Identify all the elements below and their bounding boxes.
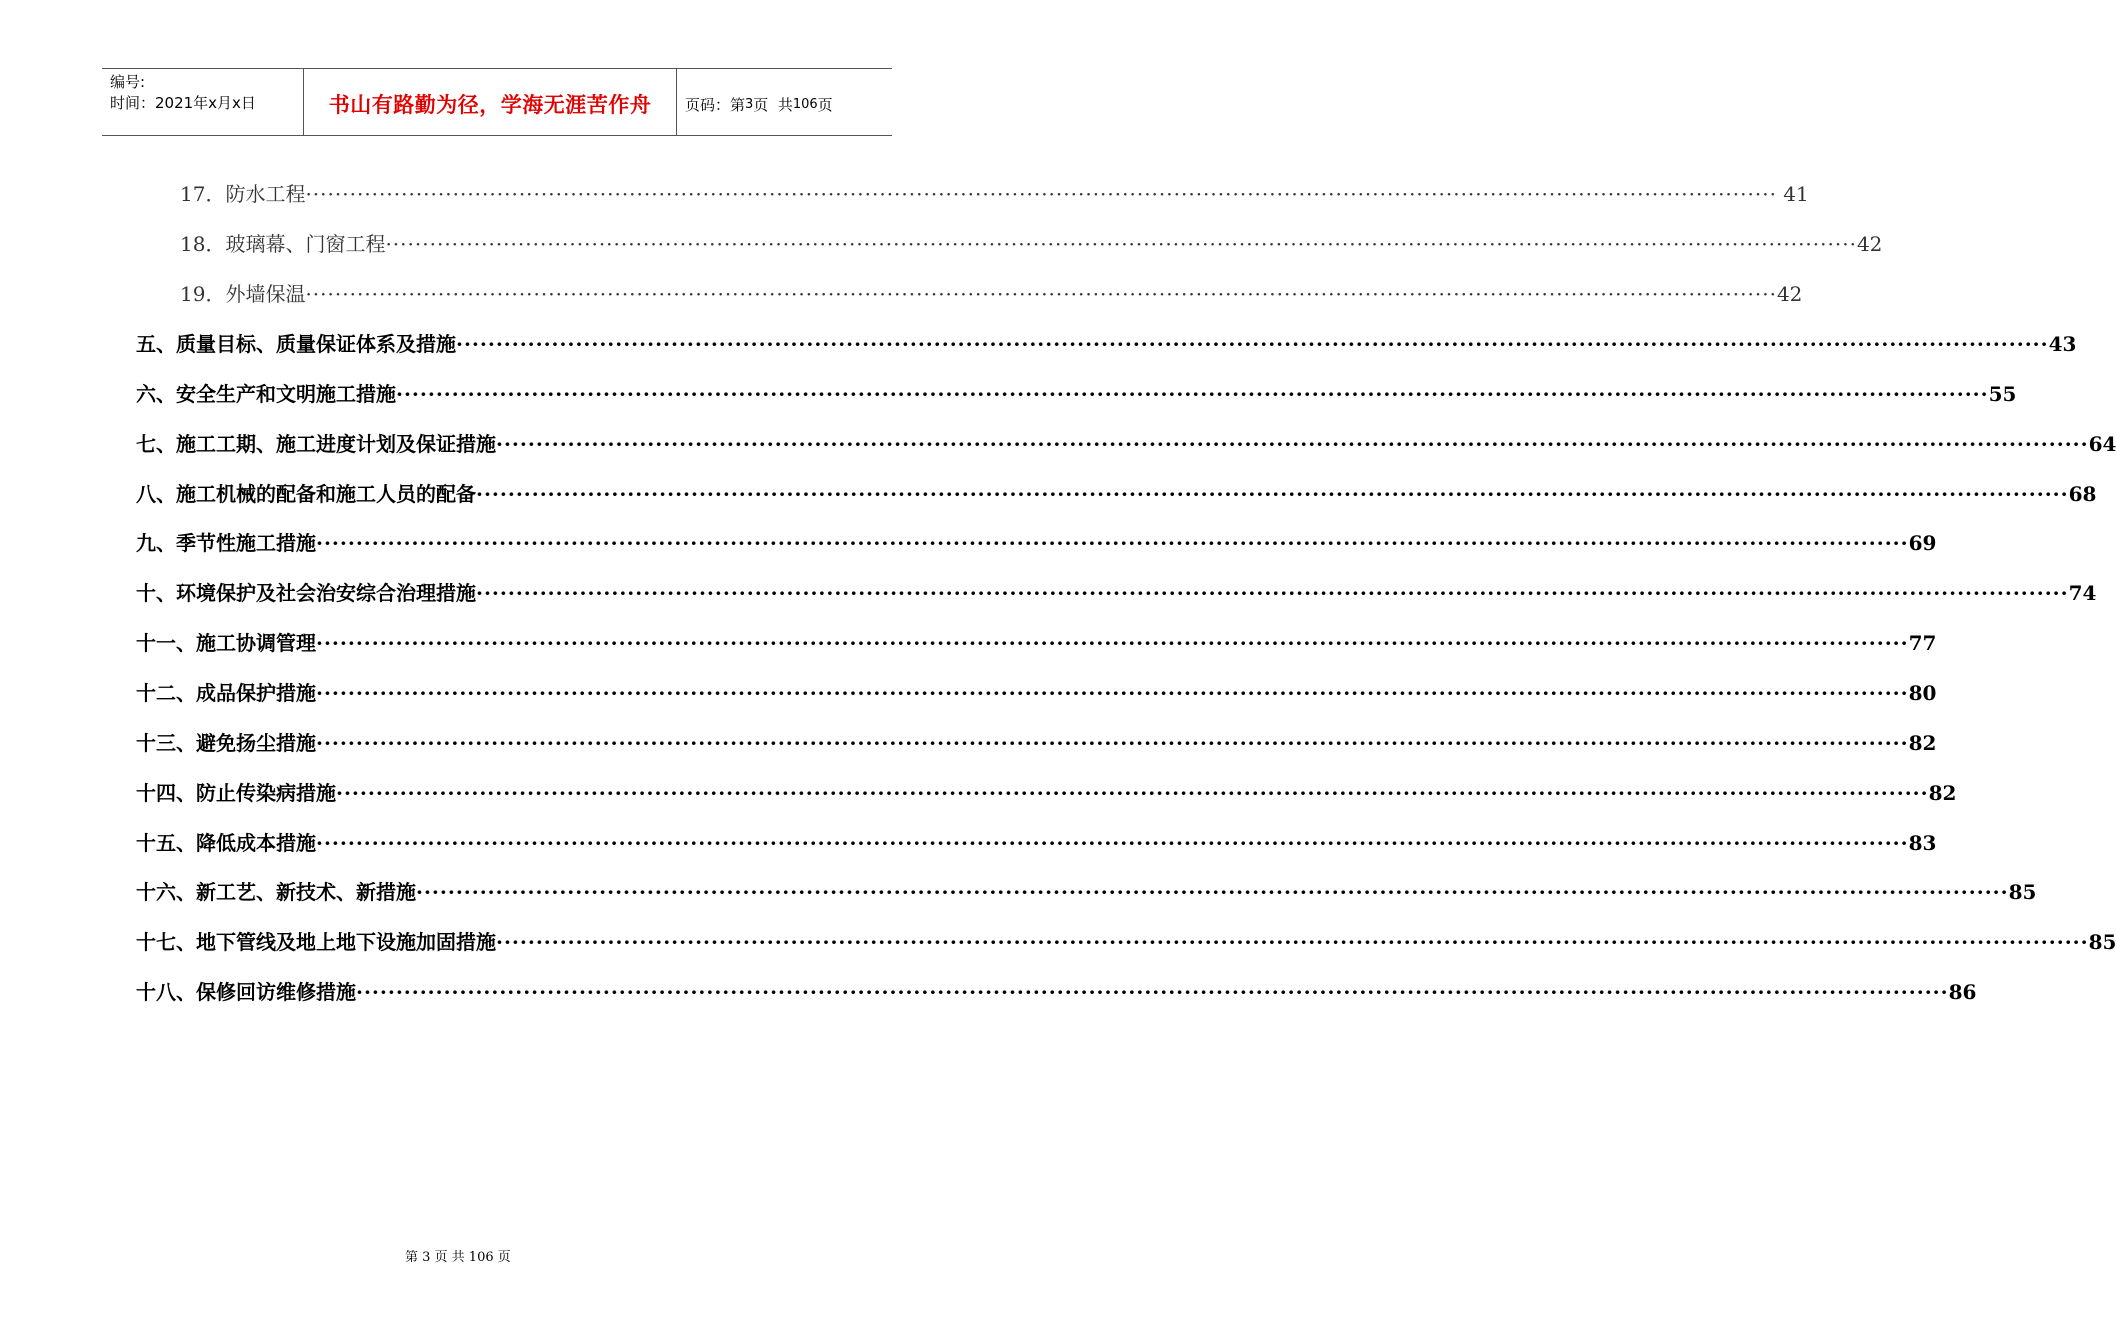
page-footer: 第 3 页 共 106 页 (405, 1250, 511, 1265)
toc-leader-dots: ········································································································································································································ (476, 481, 2069, 506)
page-header (102, 68, 892, 136)
toc-main-item[interactable] (136, 976, 1977, 1006)
toc-item-title: 十四、防止传染病措施 (136, 780, 336, 805)
toc-item-page: 43 (2048, 332, 2077, 356)
toc-leader-dots: ········································································································································································································ (316, 531, 1909, 556)
toc-item-page: 64 (2088, 431, 2116, 456)
toc-leader-dots: ········································································································································································································ (496, 930, 2089, 955)
toc-sub-item[interactable] (180, 278, 1803, 308)
toc-item-page: 41 (1776, 182, 1809, 206)
toc-main-item[interactable] (136, 827, 1937, 857)
toc-item-title: 九、季节性施工措施 (136, 531, 316, 556)
toc-item-title: 十三、避免扬尘措施 (136, 730, 316, 755)
toc-item-title: 五、质量目标、质量保证体系及措施 (136, 332, 456, 356)
toc-main-item[interactable] (136, 478, 2097, 508)
toc-item-title: 十五、降低成本措施 (136, 830, 316, 855)
toc-item-page: 82 (1908, 730, 1937, 755)
toc-item-page: 83 (1908, 830, 1937, 855)
toc-main-item[interactable] (136, 378, 2017, 408)
toc-item-page: 69 (1908, 531, 1937, 556)
toc-item-title: 十六、新工艺、新技术、新措施 (136, 880, 416, 905)
toc-item-title: 六、安全生产和文明施工措施 (136, 381, 396, 406)
header-page-info (677, 69, 892, 135)
toc-item-page: 86 (1948, 980, 1977, 1005)
toc-item-page: 55 (1988, 381, 2017, 406)
toc-item-page: 68 (2068, 481, 2097, 506)
toc-item-page: 42 (1856, 232, 1883, 256)
toc-item-page: 85 (2008, 880, 2037, 905)
toc-main-item[interactable] (136, 876, 2037, 906)
toc-item-title: 十二、成品保护措施 (136, 680, 316, 705)
toc-main-item[interactable] (136, 926, 2116, 956)
header-meta (102, 69, 304, 135)
toc-leader-dots: ········································································································································································································ (356, 980, 1949, 1005)
toc-leader-dots: ········································································································································································································ (305, 182, 1777, 206)
toc-main-item[interactable] (136, 777, 1957, 807)
toc-main-item[interactable] (136, 527, 1937, 557)
toc-item-title: 19．外墙保温 (180, 282, 306, 306)
toc-leader-dots: ········································································································································································································ (316, 830, 1909, 855)
toc-item-title: 十八、保修回访维修措施 (136, 980, 356, 1005)
toc-leader-dots: ········································································································································································································ (336, 780, 1929, 805)
header-slogan-cell (304, 69, 677, 135)
toc-item-title: 18．玻璃幕、门窗工程 (180, 232, 386, 256)
header-slogan: 书山有路勤为径，学海无涯苦作舟 (328, 93, 652, 117)
page-label-mid: 页 共 (753, 95, 793, 114)
toc-main-item[interactable] (136, 727, 1937, 757)
toc-item-page: 42 (1776, 282, 1803, 306)
toc-leader-dots: ········································································································································································································ (385, 232, 1857, 256)
toc-leader-dots: ········································································································································································································ (316, 631, 1909, 656)
toc-item-title: 十七、地下管线及地上地下设施加固措施 (136, 930, 496, 955)
toc-item-page: 82 (1928, 780, 1957, 805)
toc-leader-dots: ········································································································································································································ (456, 332, 2049, 356)
toc-item-title: 十一、施工协调管理 (136, 631, 316, 656)
toc-main-item[interactable] (136, 627, 1937, 657)
toc-main-item[interactable] (136, 328, 2077, 358)
toc-item-page: 80 (1908, 680, 1937, 705)
toc-item-title: 十、环境保护及社会治安综合治理措施 (136, 581, 476, 606)
page-label-pre: 页码：第 (685, 95, 746, 114)
toc-leader-dots: ········································································································································································································ (316, 680, 1909, 705)
toc-item-title: 17．防水工程 (180, 182, 306, 206)
toc-main-item[interactable] (136, 428, 2116, 458)
toc-main-item[interactable] (136, 577, 2097, 607)
toc-main-item[interactable] (136, 677, 1937, 707)
toc-leader-dots: ········································································································································································································ (396, 381, 1989, 406)
toc-leader-dots: ········································································································································································································ (496, 431, 2089, 456)
page-total: 106 (792, 96, 818, 112)
toc-leader-dots: ········································································································································································································ (305, 282, 1777, 306)
toc-sub-item[interactable] (180, 178, 1809, 208)
toc-item-page: 74 (2068, 581, 2097, 606)
page-label-post: 页 (817, 95, 833, 114)
toc-item-page: 85 (2088, 930, 2116, 955)
toc-leader-dots: ········································································································································································································ (316, 730, 1909, 755)
page-current: 3 (745, 96, 754, 112)
toc-leader-dots: ········································································································································································································ (416, 880, 2009, 905)
document-number-label: 编号: (110, 73, 146, 91)
toc-item-title: 七、施工工期、施工进度计划及保证措施 (136, 431, 496, 456)
document-time: 时间：2021年x月x日 (110, 94, 256, 112)
toc-sub-item[interactable] (180, 228, 1883, 258)
toc-item-page: 77 (1908, 631, 1937, 656)
toc-item-title: 八、施工机械的配备和施工人员的配备 (136, 481, 476, 506)
toc-leader-dots: ········································································································································································································ (476, 581, 2069, 606)
